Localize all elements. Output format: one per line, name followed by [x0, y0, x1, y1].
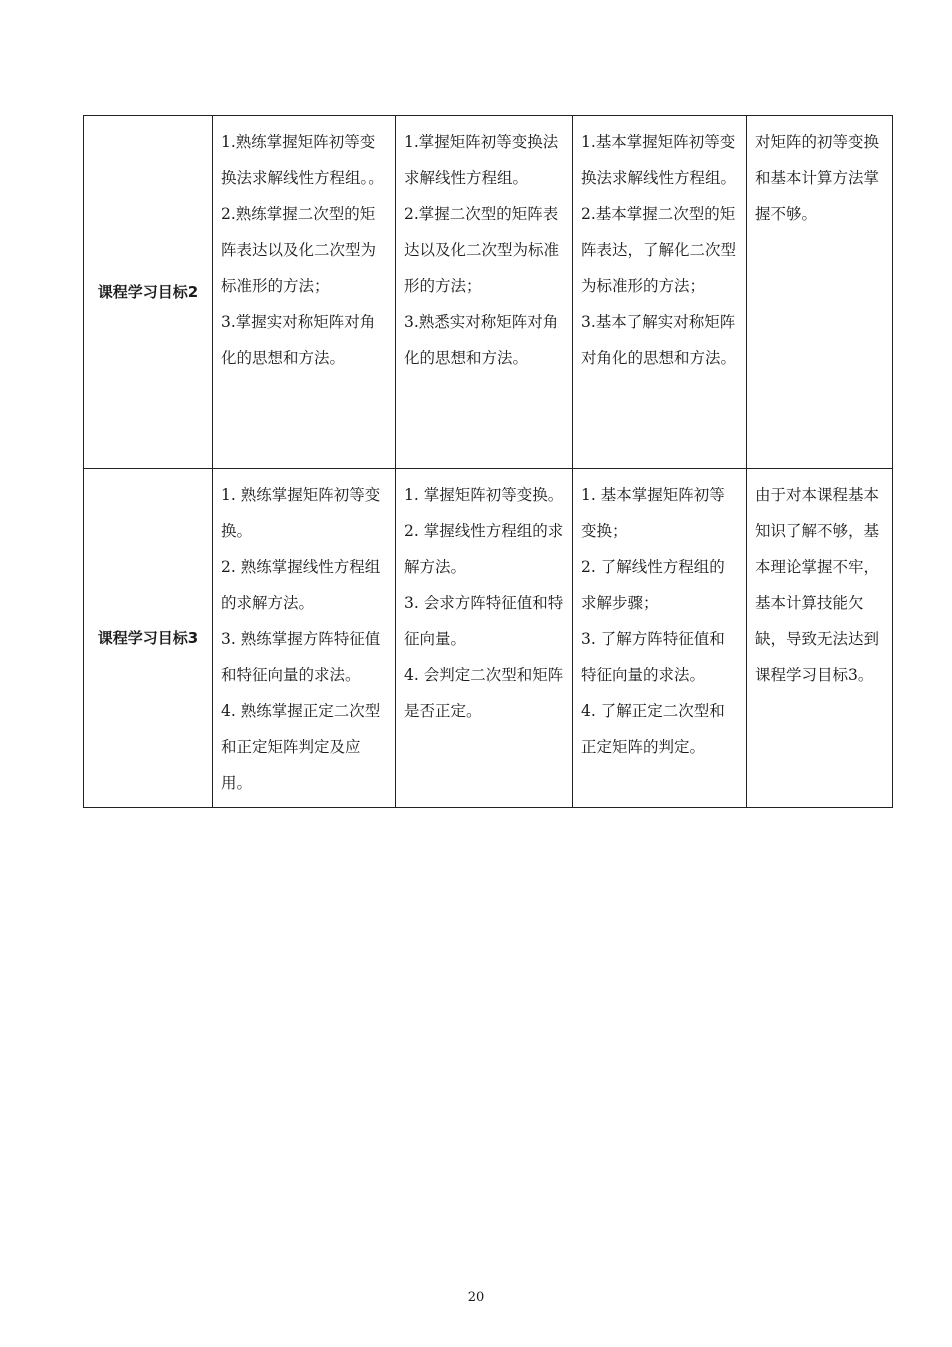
cell-text: 2. 熟练掌握线性方程组的求解方法。 — [221, 558, 381, 612]
table-row — [84, 116, 893, 469]
page-number: 20 — [467, 1290, 485, 1305]
cell-text: 对矩阵的初等变换和基本计算方法掌握不够。 — [755, 133, 880, 223]
cell-text: 3.基本了解实对称矩阵对角化的思想和方法。 — [581, 313, 737, 367]
cell-text: 1. 掌握矩阵初等变换。 — [404, 486, 564, 504]
assessment-table — [83, 115, 893, 808]
table-cell — [573, 469, 747, 808]
cell-text: 2. 掌握线性方程组的求解方法。 — [404, 522, 564, 576]
cell-text: 3.掌握实对称矩阵对角化的思想和方法。 — [221, 313, 376, 367]
cell-text: 由于对本课程基本知识了解不够，基本理论掌握不牢，基本计算技能欠缺，导致无法达到课程学习目标3。 — [755, 486, 880, 684]
cell-text: 4. 会判定二次型和矩阵是否正定。 — [404, 666, 564, 720]
cell-text: 3. 会求方阵特征值和特征向量。 — [404, 594, 564, 648]
table-cell — [213, 469, 396, 808]
table-cell — [396, 469, 573, 808]
table-cell — [747, 469, 893, 808]
cell-text: 1.基本掌握矩阵初等变换法求解线性方程组。 — [581, 133, 737, 187]
cell-text: 3. 熟练掌握方阵特征值和特征向量的求法。 — [221, 630, 381, 684]
cell-text: 1.掌握矩阵初等变换法求解线性方程组。 — [404, 133, 559, 187]
cell-text: 4. 了解正定二次型和正定矩阵的判定。 — [581, 702, 725, 756]
cell-text: 3. 了解方阵特征值和特征向量的求法。 — [581, 630, 725, 684]
table-cell — [396, 116, 573, 469]
cell-text: 2.熟练掌握二次型的矩阵表达以及化二次型为标准形的方法； — [221, 205, 377, 295]
cell-text: 4. 熟练掌握正定二次型和正定矩阵判定及应用。 — [221, 702, 381, 792]
cell-text: 1.熟练掌握矩阵初等变换法求解线性方程组。。 — [221, 133, 384, 187]
cell-text: 2. 了解线性方程组的求解步骤； — [581, 558, 725, 612]
row-label: 课程学习目标2 — [84, 116, 213, 469]
table-cell — [747, 116, 893, 469]
row-label: 课程学习目标3 — [84, 469, 213, 808]
table-cell — [213, 116, 396, 469]
table-cell — [573, 116, 747, 469]
cell-text: 1. 熟练掌握矩阵初等变换。 — [221, 486, 381, 540]
cell-text: 3.熟悉实对称矩阵对角化的思想和方法。 — [404, 313, 559, 367]
cell-text: 2.掌握二次型的矩阵表达以及化二次型为标准形的方法； — [404, 205, 560, 295]
cell-text: 2.基本掌握二次型的矩阵表达，了解化二次型为标准形的方法； — [581, 205, 737, 295]
table-row — [84, 469, 893, 808]
cell-text: 1. 基本掌握矩阵初等变换； — [581, 486, 725, 540]
